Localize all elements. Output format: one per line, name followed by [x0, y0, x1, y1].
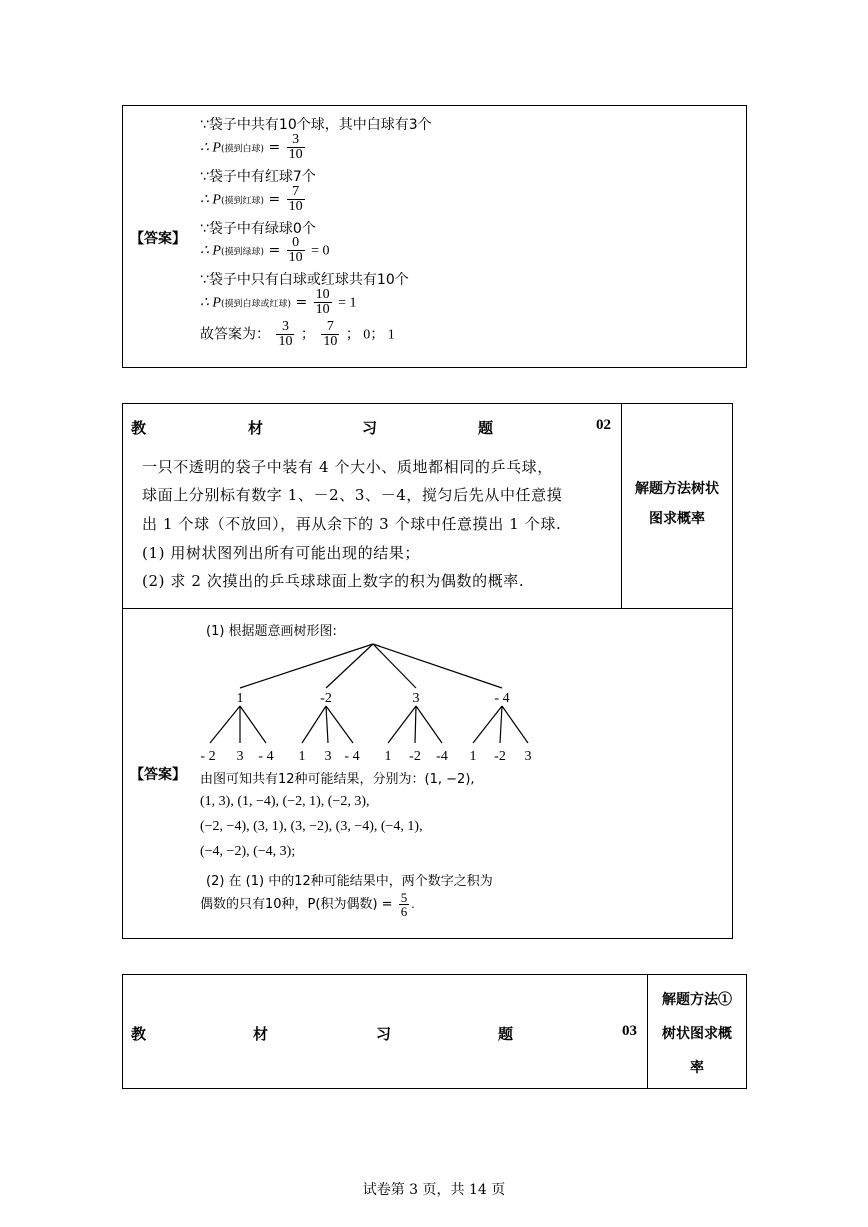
question-line-1: 一只不透明的袋子中装有 4 个大小、质地都相同的乒乓球，: [142, 458, 553, 476]
tree-leaf: -2: [409, 749, 421, 764]
question-line-5: (2) 求 2 次摸出的乒乓球球面上数字的积为偶数的概率.: [142, 572, 525, 590]
tree-leaf: - 2: [200, 749, 216, 764]
results-line-4: (−4, −2), (−4, 3);: [200, 844, 296, 859]
tree-edge: [240, 644, 373, 688]
header-word-1: 教: [131, 1025, 147, 1043]
prob-green-row: ∴ P(摸到绿球) = $\frac{0}{10}$ = 0: [200, 235, 330, 265]
tree-leaf: 3: [324, 749, 332, 764]
tree-leaf: 1: [298, 749, 306, 764]
tree-edge: [326, 706, 328, 743]
tree-edge: [416, 706, 442, 743]
prob-white-or-red-row: ∴ P(摸到白球或红球) = $\frac{10}{10}$ = 1: [200, 287, 357, 317]
method-label: 解题方法树状 图求概率: [635, 481, 719, 527]
results-line-3: (−2, −4), (3, 1), (3, −2), (3, −4), (−4, 1),: [200, 819, 423, 834]
answer-label-2: 【答案】: [130, 767, 186, 783]
header-word-2: 材: [248, 419, 264, 437]
answer-line-7: ∵袋子中只有白球或红球共有10个: [200, 272, 409, 288]
exercise-number: 03: [622, 1023, 637, 1039]
tree-edge: [415, 706, 416, 743]
tree-intro: (1) 根据题意画树形图:: [206, 624, 337, 639]
question-line-4: (1) 用树状图列出所有可能出现的结果；: [142, 544, 421, 562]
tree-leaf: - 4: [258, 749, 274, 764]
tree-node-l1: 1: [236, 691, 244, 706]
tree-edge: [326, 644, 373, 688]
tree-node-l1: - 4: [494, 691, 510, 706]
page-footer: 试卷第 3 页，共 14 页: [362, 1182, 506, 1198]
header-word-3: 习: [362, 419, 378, 437]
tree-edge: [502, 706, 528, 743]
question-line-3: 出 1 个球（不放回），再从余下的 3 个球中任意摸出 1 个球.: [142, 515, 562, 533]
tree-edge: [500, 706, 502, 743]
tree-edge: [373, 644, 502, 688]
results-line-1: 由图可知共有12种可能结果，分别为：(1, −2),: [200, 772, 475, 787]
tree-edge: [473, 706, 502, 743]
answer-line-5: ∵袋子中有绿球0个: [200, 221, 316, 237]
part2-line-2: 偶数的只有10种，P(积为偶数) = $\frac{5}{6}$ .: [200, 890, 415, 919]
tree-edge: [210, 706, 240, 743]
method-label: 解题方法① 树状图求概 率: [662, 992, 732, 1076]
header-word-1: 教: [131, 419, 147, 437]
question-line-2: 球面上分别标有数字 1、－2、3、－4，搅匀后先从中任意摸: [142, 486, 563, 504]
exercise-number: 02: [596, 417, 611, 433]
tree-edge: [388, 706, 416, 743]
tree-edge: [326, 706, 353, 743]
answer-line-3: ∵袋子中有红球7个: [200, 169, 316, 185]
tree-leaf: 3: [524, 749, 532, 764]
answer-label: 【答案】: [130, 231, 186, 247]
tree-edge: [240, 706, 266, 743]
tree-leaf: -4: [436, 749, 448, 764]
tree-node-l1: 3: [412, 691, 420, 706]
tree-leaf: 3: [236, 749, 244, 764]
header-word-4: 题: [498, 1025, 514, 1043]
tree-edge: [373, 644, 416, 688]
tree-leaf: - 4: [344, 749, 360, 764]
tree-leaf: 1: [384, 749, 392, 764]
part2-line-1: (2) 在 (1) 中的12种可能结果中，两个数字之积为: [206, 874, 493, 889]
tree-diagram: [190, 636, 540, 766]
prob-white-row: ∴ P(摸到白球) = $\frac{3}{10}$: [200, 132, 303, 162]
header-word-2: 材: [253, 1025, 269, 1043]
results-line-2: (1, 3), (1, −4), (−2, 1), (−2, 3),: [200, 794, 370, 809]
tree-edge: [302, 706, 326, 743]
tree-leaf: -2: [494, 749, 506, 764]
header-word-4: 题: [478, 419, 494, 437]
answer-line-1: ∵袋子中共有10个球，其中白球有3个: [200, 117, 432, 133]
tree-node-l1: -2: [320, 691, 332, 706]
final-answer-row: 故答案为： $\frac{3}{10}$ ； $\frac{7}{10}$ ； 0； 1: [200, 319, 395, 349]
header-word-3: 习: [376, 1025, 392, 1043]
tree-leaf: 1: [469, 749, 477, 764]
prob-red-row: ∴ P(摸到红球) = $\frac{7}{10}$: [200, 184, 303, 214]
